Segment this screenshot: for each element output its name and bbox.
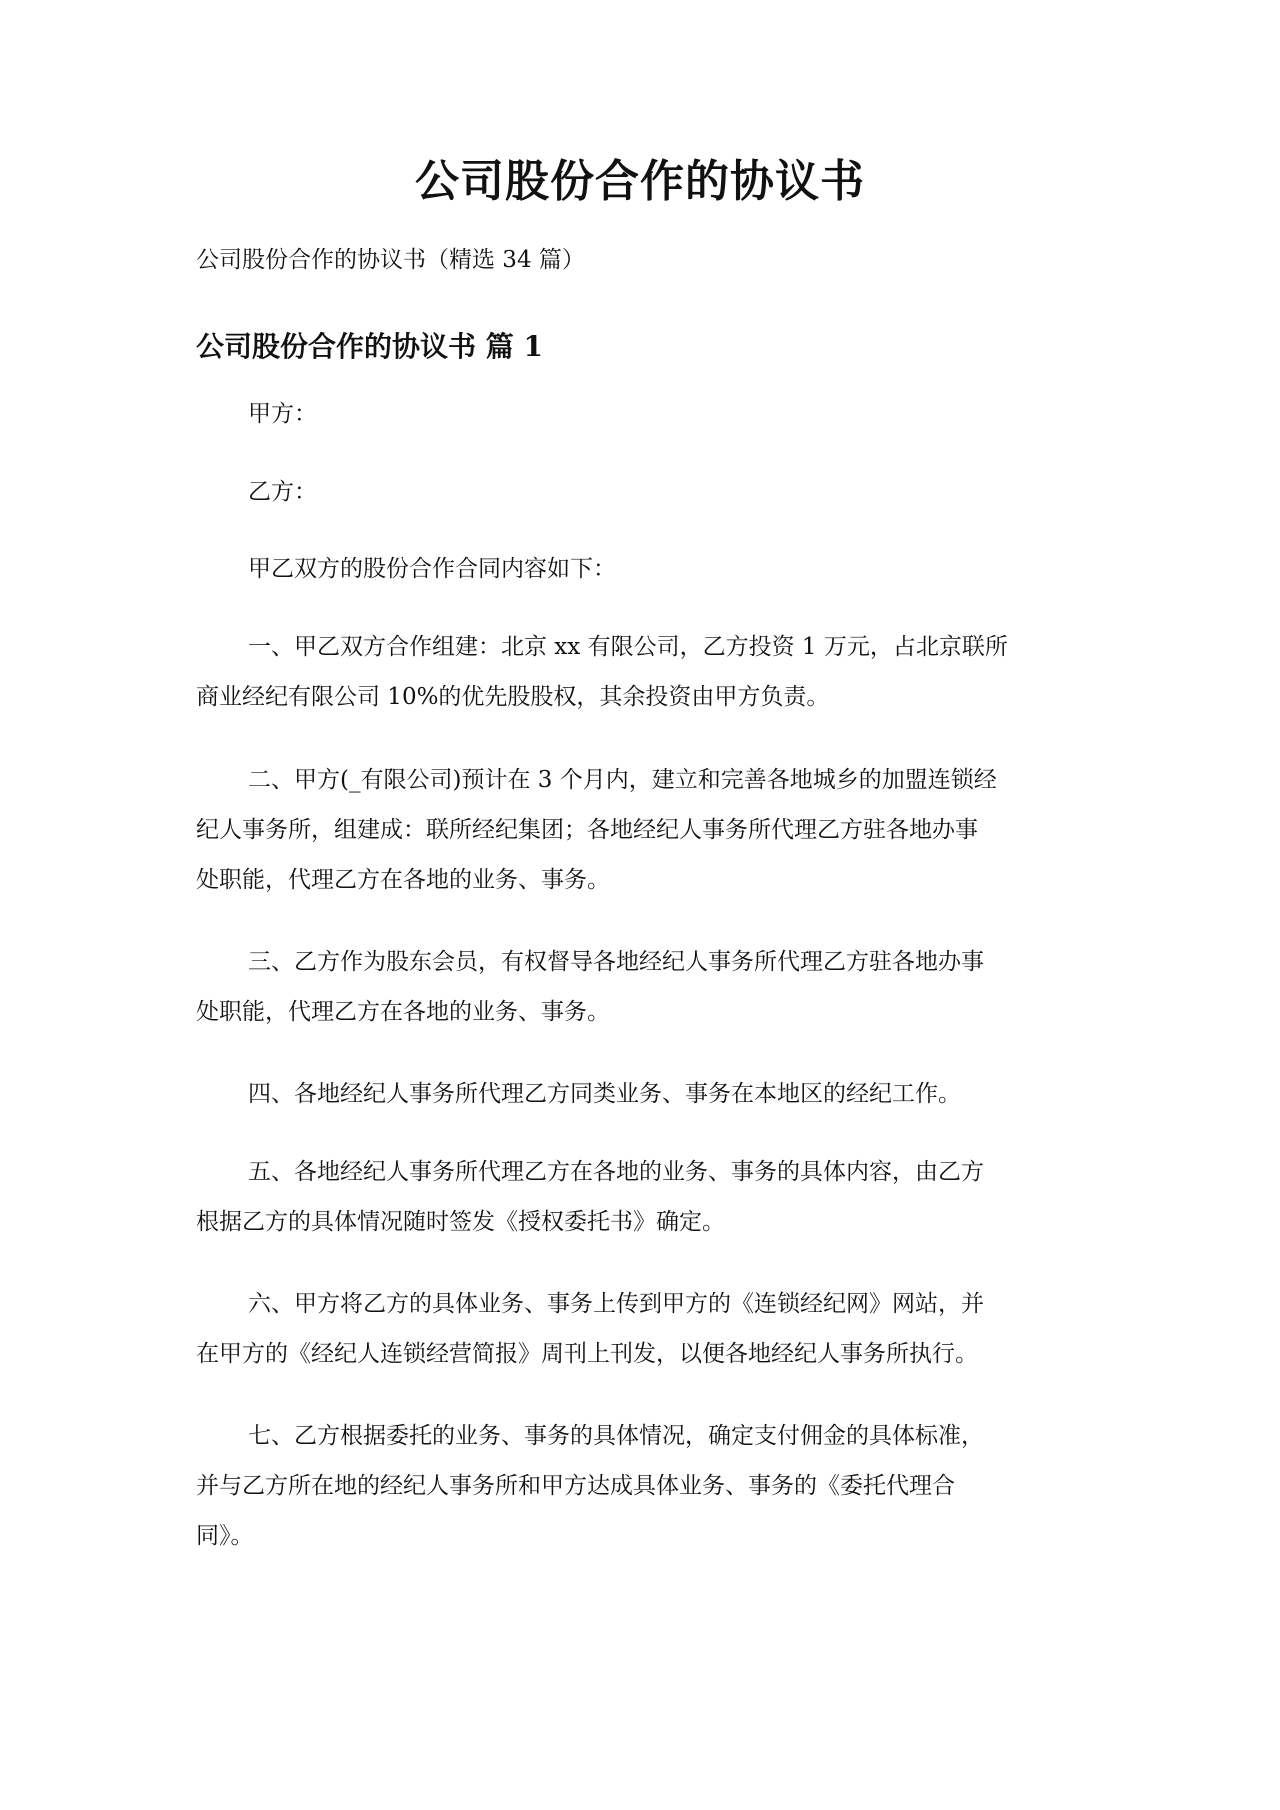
paragraph-clause-1	[196, 622, 1096, 722]
paragraph-line: 七、乙方根据委托的业务、事务的具体情况，确定支付佣金的具体标准，	[248, 1423, 984, 1449]
paragraph-line: 乙方：	[248, 479, 317, 505]
paragraph-line: 四、各地经纪人事务所代理乙方同类业务、事务在本地区的经纪工作。	[248, 1081, 961, 1107]
document-title: 公司股份合作的协议书	[415, 156, 865, 207]
paragraph-clause-6	[196, 1279, 1096, 1379]
paragraph-party-a	[196, 389, 1096, 439]
paragraph-intro	[196, 544, 1096, 594]
paragraph-clause-3	[196, 937, 1096, 1037]
document-subtitle: 公司股份合作的协议书（精选 34 篇）	[196, 247, 585, 273]
paragraph-line: 六、甲方将乙方的具体业务、事务上传到甲方的《连锁经纪网》网站，并	[248, 1291, 984, 1317]
paragraph-clause-5	[196, 1147, 1096, 1247]
paragraph-clause-2	[196, 755, 1096, 905]
paragraph-line: 并与乙方所在地的经纪人事务所和甲方达成具体业务、事务的《委托代理合	[196, 1473, 955, 1499]
section-heading: 公司股份合作的协议书 篇 1	[196, 330, 543, 363]
paragraph-line: 二、甲方(_有限公司)预计在 3 个月内，建立和完善各地城乡的加盟连锁经	[248, 767, 997, 793]
paragraph-line: 纪人事务所，组建成：联所经纪集团；各地经纪人事务所代理乙方驻各地办事	[196, 817, 978, 843]
paragraph-line: 三、乙方作为股东会员，有权督导各地经纪人事务所代理乙方驻各地办事	[248, 949, 984, 975]
paragraph-line: 商业经纪有限公司 10%的优先股股权，其余投资由甲方负责。	[196, 684, 830, 710]
paragraph-clause-4	[196, 1069, 1096, 1119]
paragraph-line: 处职能，代理乙方在各地的业务、事务。	[196, 867, 610, 893]
paragraph-line: 一、甲乙双方合作组建：北京 xx 有限公司，乙方投资 1 万元，占北京联所	[248, 634, 1008, 660]
paragraph-line: 在甲方的《经纪人连锁经营简报》周刊上刊发，以便各地经纪人事务所执行。	[196, 1341, 978, 1367]
paragraph-line: 甲乙双方的股份合作合同内容如下：	[248, 556, 616, 582]
paragraph-line: 根据乙方的具体情况随时签发《授权委托书》确定。	[196, 1209, 725, 1235]
paragraph-clause-7	[196, 1411, 1096, 1561]
paragraph-line: 同》。	[196, 1523, 254, 1549]
paragraph-line: 处职能，代理乙方在各地的业务、事务。	[196, 999, 610, 1025]
paragraph-line: 甲方：	[248, 401, 317, 427]
paragraph-line: 五、各地经纪人事务所代理乙方在各地的业务、事务的具体内容，由乙方	[248, 1159, 984, 1185]
paragraph-party-b	[196, 467, 1096, 517]
